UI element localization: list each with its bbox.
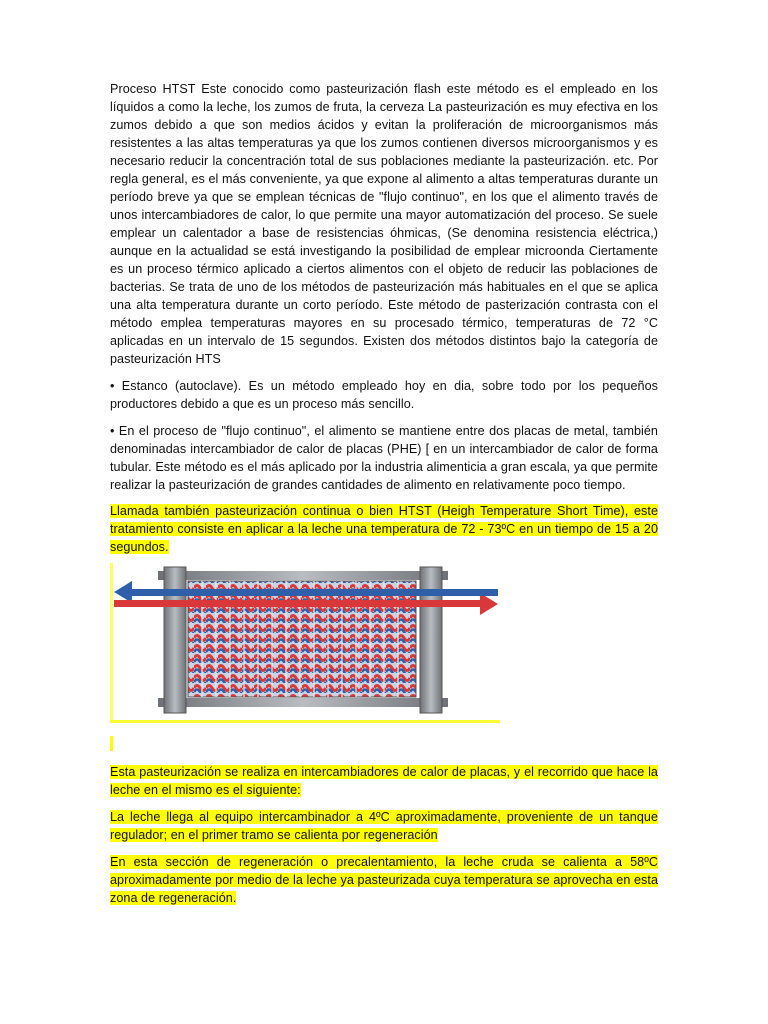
paragraph-highlight-regeneracion xyxy=(110,853,658,907)
paragraph-bullet-autoclave xyxy=(110,377,658,413)
cold-channel xyxy=(130,589,480,596)
paragraph-intro xyxy=(110,80,658,368)
left-frame-plate xyxy=(164,567,186,713)
figure-highlight-edge-bottom xyxy=(110,720,500,723)
hot-stub-left xyxy=(114,600,132,607)
intro-text: Proceso HTST Este conocido como pasteurización flash este método es el empleado en los líquidos a como la leche, los zumos de fruta, la cerveza La pasteurización es muy efectiva en los zumos debido a que son medios ácidos y evitan la proliferación de microorganismos más resistentes a las altas temperaturas ya que los zumos contienen diversos microorganismos y es necesario reducir la concentración total de sus poblaciones mediante la pasteurización. etc. Por regla general, es el más conveniente, ya que expone al alimento a altas temperaturas durante un período breve ya que se emplean técnicas de "flujo continuo", en los que el alimento través de unos intercambiadores de calor, lo que permite una mayor automatización del proceso. Se suele emplear un calentador a base de resistencias óhmicas, (Se denomina resistencia eléctrica,) aunque en la actualidad se está investigando la posibilidad de emplear microonda Ciertamente es un proceso térmico aplicado a ciertos alimentos con el objeto de reducir las poblaciones de bacterias. Se trata de uno de los métodos de pasteurización más habituales en el que se aplica una alta temperatura durante un corto período. Este método de pasterización contrasta con el método emplea temperaturas mayores en su procesado térmico, temperaturas de 72 °C aplicadas en un intervalo de 15 segundos. Existen dos métodos distintos bajo la categoría de pasteurización HTS xyxy=(110,82,658,366)
highlight-4c-text: La leche llega al equipo intercambinador a 4ºC aproximadamente, proveniente de un tanque regulador; en el primer tramo se calienta por regeneración xyxy=(110,810,658,842)
highlight-intercambiadores-text: Esta pasteurización se realiza en intercambiadores de calor de placas, y el recorrido que hace la leche en el mismo es el siguiente: xyxy=(110,765,658,797)
plates-pack xyxy=(188,581,416,697)
top-rail xyxy=(158,571,448,580)
bottom-rail xyxy=(158,698,448,707)
highlight-empty-line xyxy=(110,736,113,751)
cold-stub-right xyxy=(480,589,498,596)
paragraph-highlight-4c xyxy=(110,808,658,844)
paragraph-bullet-flujo-continuo xyxy=(110,422,658,494)
highlight-htst-text: Llamada también pasteurización continua o bien HTST (Heigh Temperature Short Time), este tratamiento consiste en aplicar a la leche una temperatura de 72 - 73ºC en un tiempo de 15 a 20 segundos. xyxy=(110,504,658,554)
paragraph-highlight-htst xyxy=(110,502,658,556)
plate-heat-exchanger-figure xyxy=(110,563,500,724)
paragraph-highlight-intercambiadores xyxy=(110,763,658,799)
bullet-flujo-text: • En el proceso de "flujo continuo", el alimento se mantiene entre dos placas de metal, también denominadas intercambiador de calor de placas (PHE) [ en un intercambiador de calor de forma tubular. Este método es el más aplicado por la industria alimenticia a gran escala, ya que permite realizar la pasteurización de grandes cantidades de alimento en relativamente poco tiempo. xyxy=(110,424,658,492)
hot-channel xyxy=(130,600,480,607)
bullet-autoclave-text: • Estanco (autoclave). Es un método empleado hoy en dia, sobre todo por los pequeños productores debido a que es un proceso más sencillo. xyxy=(110,379,658,411)
right-frame-plate xyxy=(420,567,442,713)
highlight-regeneracion-text: En esta sección de regeneración o precalentamiento, la leche cruda se calienta a 58ºC aproximadamente por medio de la leche ya pasteurizada cuya temperatura se aprovecha en esta zona de regeneración. xyxy=(110,855,658,905)
